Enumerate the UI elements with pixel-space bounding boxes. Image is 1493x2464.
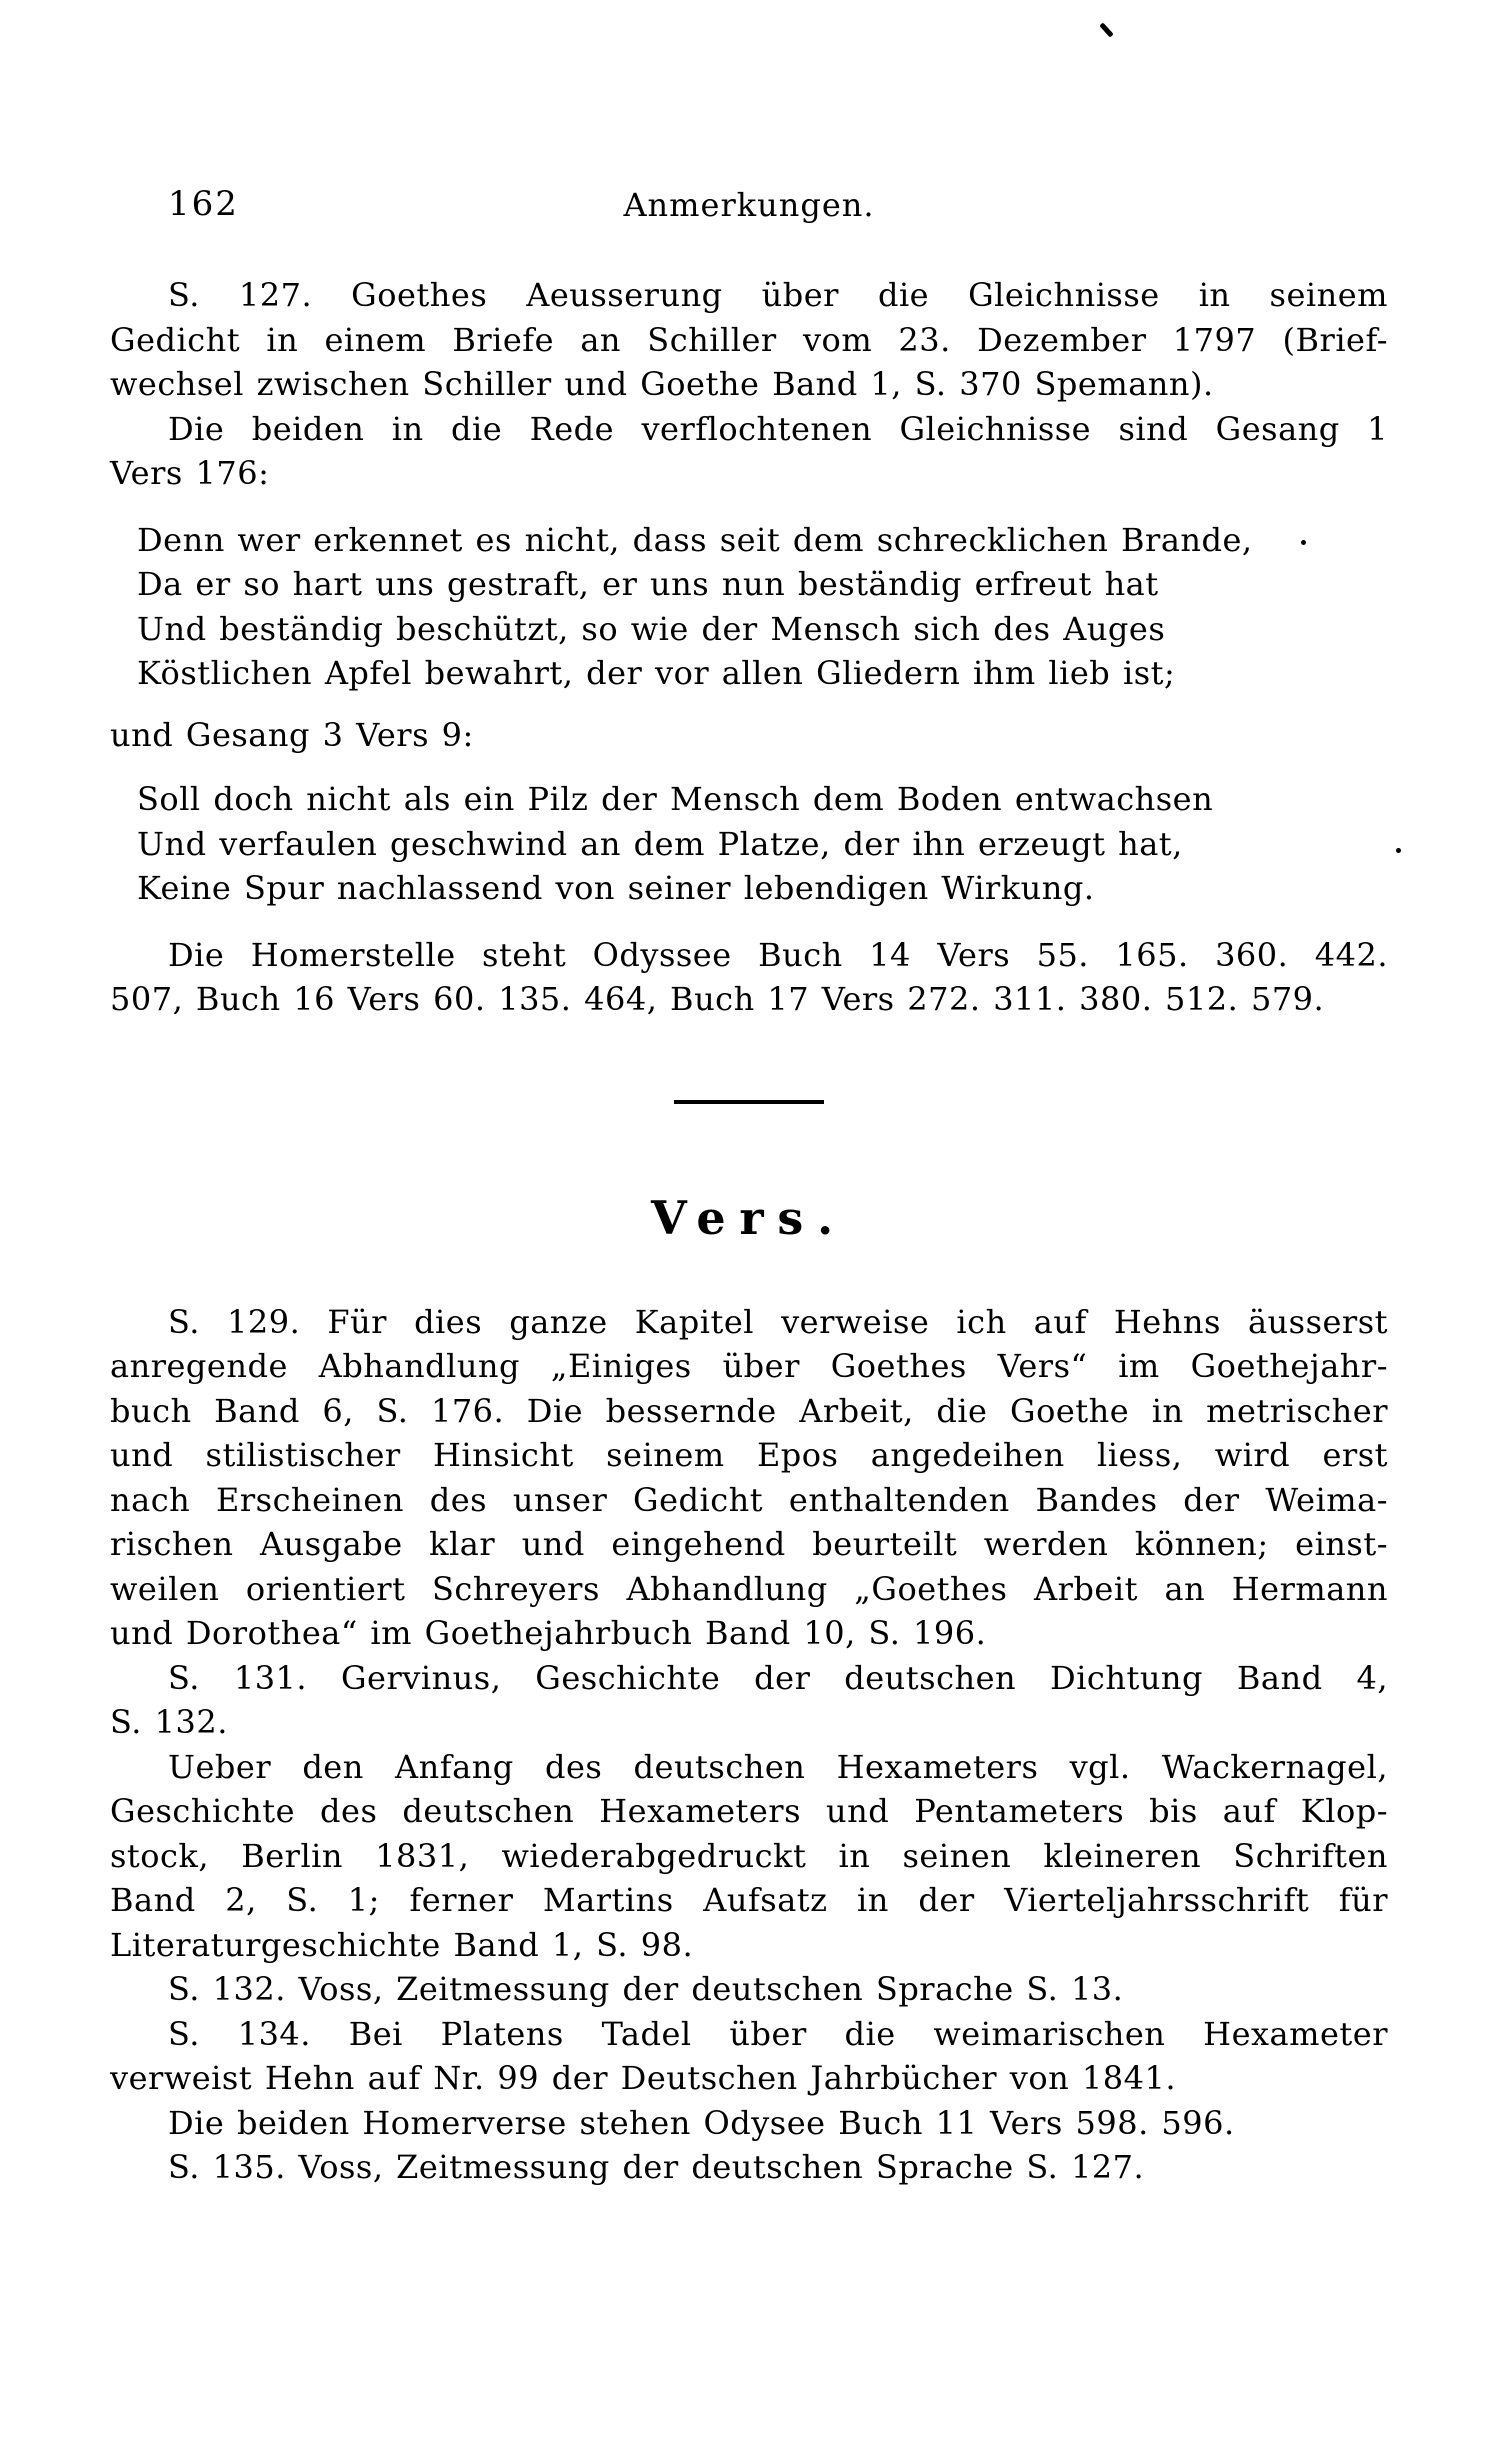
page-content <box>110 0 1388 2190</box>
text-line: Die beiden Homerverse stehen Odysee Buch 11 Vers 598. 596. <box>168 2103 1235 2142</box>
text-line: S. 131. Gervinus, Geschichte der deutschen Dichtung Band 4, <box>168 1658 1388 1697</box>
page-header <box>110 184 1388 228</box>
text-line: Band 2, S. 1; ferner Martins Aufsatz in der Vierteljahrsschrift für <box>110 1881 1388 1919</box>
text-line: nach Erscheinen des unser Gedicht enthaltenden Bandes der Weima- <box>110 1480 1388 1519</box>
text-line: wechsel zwischen Schiller und Goethe Band 1, S. 370 Spemann). <box>110 365 1214 403</box>
text-line: stock, Berlin 1831, wiederabgedruckt in seinen kleineren Schriften <box>110 1836 1388 1875</box>
text-line: weilen orientiert Schreyers Abhandlung „Goethes Arbeit an Hermann <box>110 1569 1388 1608</box>
paragraph-s134 <box>110 2012 1388 2101</box>
verse-quote-gesang3 <box>137 777 1388 911</box>
text-line: Die beiden in die Rede verflochtenen Gleichnisse sind Gesang 1 <box>168 409 1388 448</box>
paragraph-s131 <box>110 1656 1388 1745</box>
text-line: Gedicht in einem Briefe an Schiller vom 23. Dezember 1797 (Brief- <box>110 320 1388 359</box>
verse-line: Da er so hart uns gestraft, er uns nun beständig erfreut hat <box>137 565 1159 603</box>
verse-line: Und beständig beschützt, so wie der Mensch sich des Auges <box>137 609 1166 648</box>
paragraph-gesang1 <box>110 407 1388 496</box>
paragraph-homerverse <box>110 2101 1388 2146</box>
verse-line: Soll doch nicht als ein Pilz der Mensch dem Boden entwachsen <box>137 780 1214 818</box>
paragraph-homerstelle <box>110 933 1388 1022</box>
text-line: S. 129. Für dies ganze Kapitel verweise ich auf Hehns äusserst <box>168 1302 1388 1341</box>
ink-speck <box>1396 848 1401 853</box>
text-line: Literaturgeschichte Band 1, S. 98. <box>110 1925 694 1964</box>
verse-line: Denn wer erkennet es nicht, dass seit dem schrecklichen Brande, <box>137 520 1253 559</box>
text-line: S. 127. Goethes Aeusserung über die Gleichnisse in seinem <box>168 276 1388 314</box>
paragraph-gesang3: und Gesang 3 Vers 9: <box>110 715 474 754</box>
text-line: und stilistischer Hinsicht seinem Epos angedeihen liess, wird erst <box>110 1436 1388 1474</box>
section-divider <box>674 1100 824 1104</box>
section-heading: Vers. <box>651 1190 847 1245</box>
verse-quote-gesang1 <box>137 518 1388 696</box>
text-line: verweist Hehn auf Nr. 99 der Deutschen Jahrbücher von 1841. <box>110 2059 1176 2097</box>
text-line: anregende Abhandlung „Einiges über Goethes Vers“ im Goethejahr- <box>110 1347 1388 1385</box>
text-line: Geschichte des deutschen Hexameters und Pentameters bis auf Klop- <box>110 1792 1388 1830</box>
paragraph-s135 <box>110 2145 1388 2190</box>
paragraph-s127 <box>110 273 1388 407</box>
paragraph-s132 <box>110 1967 1388 2012</box>
running-head-title: Anmerkungen. <box>623 186 875 224</box>
text-line: S. 134. Bei Platens Tadel über die weimarischen Hexameter <box>168 2014 1388 2053</box>
text-line: 507, Buch 16 Vers 60. 135. 464, Buch 17 Vers 272. 311. 380. 512. 579. <box>110 980 1325 1018</box>
text-line: und Dorothea“ im Goethejahrbuch Band 10, S. 196. <box>110 1614 987 1652</box>
paragraph-s129 <box>110 1300 1388 1656</box>
text-line: Die Homerstelle steht Odyssee Buch 14 Vers 55. 165. 360. 442. <box>168 935 1388 974</box>
page-number: 162 <box>168 184 239 224</box>
text-line: S. 135. Voss, Zeitmessung der deutschen Sprache S. 127. <box>168 2148 1145 2186</box>
text-line: Ueber den Anfang des deutschen Hexameters vgl. Wackernagel, <box>168 1747 1388 1786</box>
verse-line: Und verfaulen geschwind an dem Platze, der ihn erzeugt hat, <box>137 824 1183 863</box>
text-line: rischen Ausgabe klar und eingehend beurteilt werden können; einst- <box>110 1525 1388 1563</box>
verse-line: Keine Spur nachlassend von seiner lebendigen Wirkung. <box>137 869 1095 907</box>
text-line: S. 132. <box>110 1703 228 1741</box>
paragraph-hexameter <box>110 1745 1388 1968</box>
text-line: buch Band 6, S. 176. Die bessernde Arbeit, die Goethe in metrischer <box>110 1391 1388 1430</box>
text-line: S. 132. Voss, Zeitmessung der deutschen Sprache S. 13. <box>168 1970 1124 2008</box>
verse-line: Köstlichen Apfel bewahrt, der vor allen Gliedern ihm lieb ist; <box>137 654 1176 692</box>
text-line: Vers 176: <box>110 454 270 492</box>
